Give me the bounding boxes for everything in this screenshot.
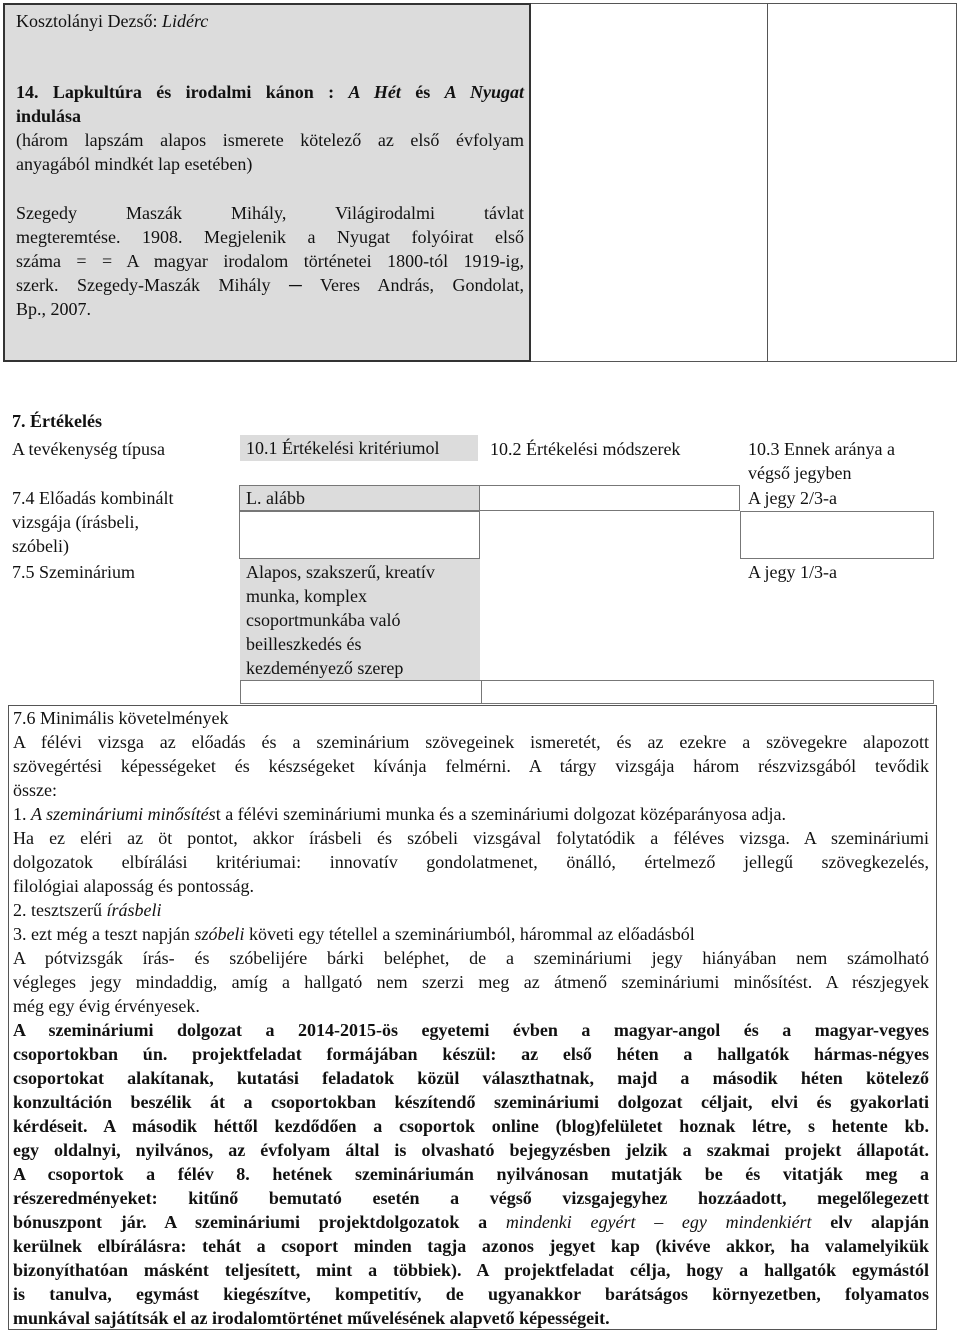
- min-bold-9a: bónuszpont jár. A szemináriumi projektdolgozatok a: [13, 1212, 506, 1232]
- row2-criteria-5: kezdeményező szerep: [246, 658, 404, 678]
- min-line-11: végleges jegy mindaddig, amíg a hallgató nem szerzi meg az átmenő szemináriumi minősítést. A részjegyek: [13, 972, 929, 992]
- col-activity-header: A tevékenység típusa: [12, 439, 165, 459]
- ref-line4: szerk. Szegedy-Maszák Mihály ─ Veres András, Gondolat,: [16, 275, 524, 295]
- row1-activity-1: 7.4 Előadás kombinált: [12, 488, 174, 508]
- min-line-3: össze:: [13, 780, 57, 800]
- min-line-10: A pótvizsgák írás- és szóbelijére bárki beléphet, de a szemináriumi jegy hiányában nem számolható: [13, 948, 929, 968]
- col-criteria-header: 10.1 Értékelési kritériumol: [240, 435, 478, 461]
- row2-activity: 7.5 Szeminárium: [12, 562, 135, 582]
- ref-line2: megteremtése. 1908. Megjelenik a Nyugat folyóirat első: [16, 227, 524, 247]
- ref-line1: Szegedy Maszák Mihály, Világirodalmi távlat: [16, 203, 524, 223]
- minimum-title: 7.6 Minimális követelmények: [13, 708, 229, 728]
- min-line-4a: 1.: [13, 804, 31, 824]
- author-line: [16, 9, 524, 33]
- item-14-prefix: 14. Lapkultúra és irodalmi kánon :: [16, 82, 349, 102]
- min-bold-8: részeredményeket: kitűnő bemutató esetén a végső vizsgajegyhez hozzáadott, megelőlegezett: [13, 1188, 929, 1208]
- row2-criteria-3: csoportmunkába való: [246, 610, 401, 630]
- item-14-nyugat: A Nyugat: [444, 82, 524, 102]
- row2-ratio: A jegy 1/3-a: [748, 562, 837, 582]
- min-line-9c: követi egy tétellel a szemináriumból, hárommal az előadásból: [244, 924, 695, 944]
- item-14-het: A Hét: [348, 82, 401, 102]
- min-bold-2: csoportokban ún. projektfeladat formájában készül: az első héten a hallgatók hármas-négyes: [13, 1044, 929, 1064]
- min-line-9a: 3. ezt még a teszt napján: [13, 924, 195, 944]
- min-bold-12: is tanulva, egymást kiegészítve, kompetitív, de ugyanakkor barátságos környezetben, folyamatos: [13, 1284, 929, 1304]
- column-divider: [767, 4, 768, 361]
- work-title: Lidérc: [161, 11, 209, 31]
- min-line-6: dolgozatok elbírálási kritériumai: innovatív gondolatmenet, önálló, értelmező jellegű szövegkezelés,: [13, 852, 929, 872]
- top-table: [3, 3, 957, 364]
- col-ratio-header-2: végső jegyben: [748, 463, 852, 483]
- min-bold-13: munkával sajátítsák el az irodalomtörténet művelésének alapvető képességeit.: [13, 1308, 610, 1328]
- note-line2: anyagából mindkét lap esetében): [16, 154, 253, 174]
- row1-ratio: A jegy 2/3-a: [748, 488, 837, 508]
- row2-spacer-cell-b: [482, 680, 934, 704]
- note-line1: (három lapszám alapos ismerete kötelező az első évfolyam: [16, 130, 524, 150]
- min-line-12: még egy évig érvényesek.: [13, 996, 200, 1016]
- item-14-and: és: [400, 82, 445, 102]
- col-ratio-header-1: 10.3 Ennek aránya a: [748, 439, 895, 459]
- min-bold-5: kérdéseit. A második héttől kezdődően a csoportok online (blog)felületet hoznak létre, s hetente kb.: [13, 1116, 929, 1136]
- min-line-8b: írásbeli: [106, 900, 162, 920]
- min-bold-9c: elv alapján: [811, 1212, 929, 1232]
- row1-criteria-empty-cell: [239, 511, 480, 559]
- minimum-requirements-cell: [8, 705, 937, 1330]
- min-line-7: filológiai alaposság és pontosság.: [13, 876, 254, 896]
- min-line-2: szövegértési képességeket és készségeket kívánja felmérni. A tárgy vizsgája három részvizsgából tevődik: [13, 756, 929, 776]
- row2-criteria-4: beilleszkedés és: [246, 634, 362, 654]
- min-line-4: [13, 802, 929, 826]
- top-right-cell: [531, 3, 957, 362]
- min-bold-10: kerülnek elbírálásra: tehát a csoport minden tagja azonos jegyet kap (kivéve akkor, ha valamelyikük: [13, 1236, 929, 1256]
- top-left-cell: [3, 3, 531, 362]
- min-bold-6: egy oldalnyi, nyilvános, az évfolyam által is olvasható bejegyzésben jelzik a szakmai projekt állapotát.: [13, 1140, 929, 1160]
- ref-line3: száma = = A magyar irodalom történetei 1800-tól 1919-ig,: [16, 251, 524, 271]
- row2-spacer-cell-a: [240, 680, 482, 704]
- min-bold-4: konzultáción beszélik át a csoportokban készítendő szemináriumi dolgozat céljait, elvi és gyakorlati: [13, 1092, 929, 1112]
- min-line-4b: A szemináriumi minősítés: [31, 804, 216, 824]
- row1-activity-3: szóbeli): [12, 536, 69, 556]
- row1-methods-cell: [480, 485, 740, 511]
- min-bold-1: A szemináriumi dolgozat a 2014-2015-ös egyetemi évben a magyar-angol és a magyar-vegyes: [13, 1020, 929, 1040]
- section-title: 7. Értékelés: [12, 411, 102, 431]
- row1-ratio-empty-cell: [740, 511, 934, 559]
- min-bold-3: csoportokat alakítanak, kutatási feladatok közül választhatnak, majd a második héten kötelező: [13, 1068, 929, 1088]
- item-14-line2: indulása: [16, 106, 82, 126]
- row1-activity-2: vizsgája (írásbeli,: [12, 512, 139, 532]
- min-line-9: [13, 922, 929, 946]
- ref-line5: Bp., 2007.: [16, 299, 92, 319]
- row1-criteria: L. alább: [246, 488, 305, 508]
- min-bold-11: bizonyíthatóan másként teljesített, mint a többiek). A projektfeladat célja, hogy a hallgatók egymástól: [13, 1260, 929, 1280]
- min-bold-9: [13, 1210, 929, 1234]
- min-line-8: [13, 898, 929, 922]
- min-line-8a: 2. tesztszerű: [13, 900, 107, 920]
- item-14-line1: [16, 80, 524, 104]
- min-line-4c: t a félévi szemináriumi munka és a szemináriumi dolgozat középarányosa adja.: [215, 804, 786, 824]
- min-bold-9b: mindenki egyért – egy mindenkiért: [505, 1212, 812, 1232]
- author-name: Kosztolányi Dezső:: [16, 11, 162, 31]
- col-methods-header: 10.2 Értékelési módszerek: [490, 439, 681, 459]
- min-bold-7: A csoportok a félév 8. hetének szemináriumán nyilvánosan mutatják be és vitatják meg a: [13, 1164, 929, 1184]
- row2-criteria-2: munka, komplex: [246, 586, 367, 606]
- min-line-5: Ha ez eléri az öt pontot, akkor írásbeli és szóbeli vizsgával folytatódik a féléves vizsga. A szemináriumi: [13, 828, 929, 848]
- row2-criteria-1: Alapos, szakszerű, kreatív: [246, 562, 435, 582]
- min-line-9b: szóbeli: [194, 924, 245, 944]
- min-line-1: A félévi vizsga az előadás és a szeminárium szövegeinek ismeretét, és az ezekre a szövegekre alapozott: [13, 732, 929, 752]
